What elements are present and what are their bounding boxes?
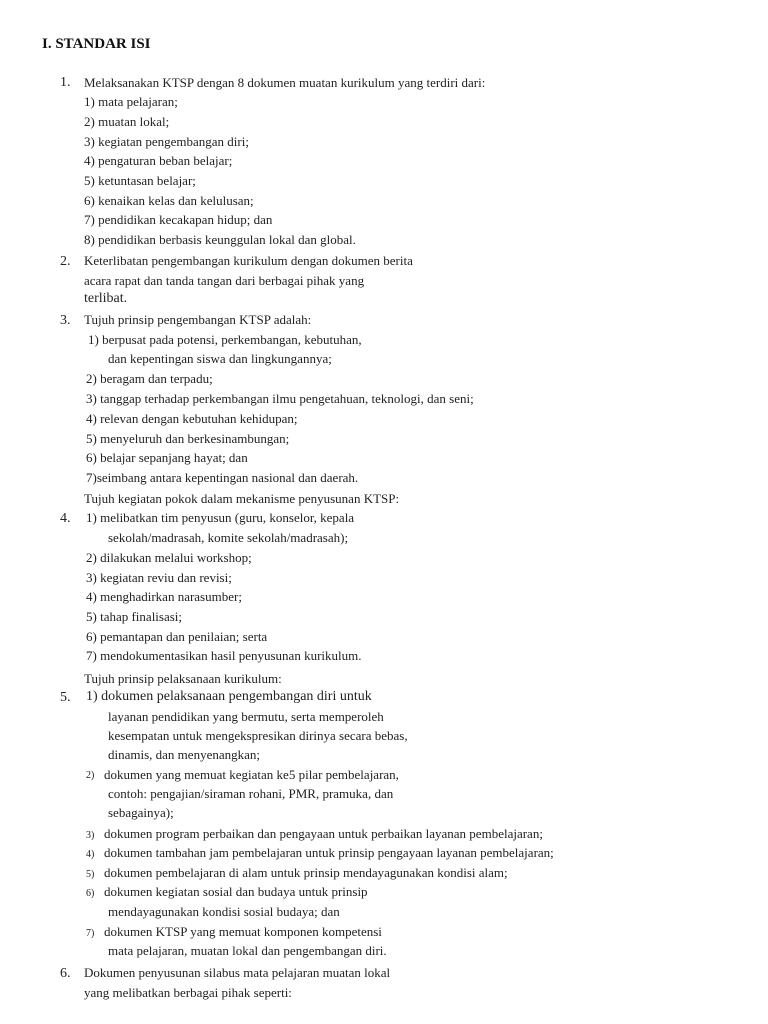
text-line: dokumen program perbaikan dan pengayaan untuk perbaikan layanan pembelajaran; [104,826,543,841]
text-line: 3) tanggap terhadap perkembangan ilmu pengetahuan, teknologi, dan seni; [86,391,474,406]
text-line: 6) kenaikan kelas dan kelulusan; [84,193,254,208]
text-line: 4) [86,849,95,860]
text-line: Keterlibatan pengembangan kurikulum dengan dokumen berita [84,253,413,268]
text-line: 3) kegiatan reviu dan revisi; [86,570,232,585]
text-line: 1) berpusat pada potensi, perkembangan, kebutuhan, [88,332,362,347]
text-line: dinamis, dan menyenangkan; [108,747,260,762]
text-line: Tujuh kegiatan pokok dalam mekanisme penyusunan KTSP: [84,491,400,506]
text-line: dokumen tambahan jam pembelajaran untuk prinsip pengayaan layanan pembelajaran; [104,845,554,860]
text-line: 1) dokumen pelaksanaan pengembangan diri untuk [86,689,372,704]
text-line: 5) menyeluruh dan berkesinambungan; [86,431,290,446]
text-line: 4) menghadirkan narasumber; [86,589,242,604]
text-line: 2) muatan lokal; [84,114,170,129]
text-line: 3. [60,313,71,328]
text-line: mata pelajaran, muatan lokal dan pengembangan diri. [108,943,387,958]
text-line: 4. [60,511,71,526]
text-line: 1. [60,75,71,90]
text-line: dokumen KTSP yang memuat komponen kompetensi [104,924,382,939]
text-line: Melaksanakan KTSP dengan 8 dokumen muatan kurikulum yang terdiri dari: [84,75,486,90]
text-line: 4) pengaturan beban belajar; [84,153,233,168]
text-line: dan kepentingan siswa dan lingkungannya; [108,351,332,366]
text-line: 7) [86,928,95,939]
text-line: mendayagunakan kondisi sosial budaya; dan [108,904,340,919]
text-line: 2) beragam dan terpadu; [86,371,213,386]
text-line: dokumen yang memuat kegiatan ke5 pilar pembelajaran, [104,767,399,782]
text-line: sekolah/madrasah, komite sekolah/madrasah); [108,530,349,545]
text-line: sebagainya); [108,805,174,820]
text-line: 7)seimbang antara kepentingan nasional dan daerah. [86,470,359,485]
text-line: 1) mata pelajaran; [84,94,178,109]
text-line: 3) kegiatan pengembangan diri; [84,134,249,149]
text-line: 7) pendidikan kecakapan hidup; dan [84,212,273,227]
text-line: 7) mendokumentasikan hasil penyusunan kurikulum. [86,648,362,663]
text-line: kesempatan untuk mengekspresikan dirinya secara bebas, [108,728,408,743]
text-line: 1) melibatkan tim penyusun (guru, konselor, kepala [86,510,355,525]
text-line: acara rapat dan tanda tangan dari berbagai pihak yang [84,273,365,288]
text-line: 5) tahap finalisasi; [86,609,183,624]
text-line: 2) [86,770,95,781]
text-line: 4) relevan dengan kebutuhan kehidupan; [86,411,298,426]
text-line: terlibat. [84,291,128,306]
text-line: 3) [86,830,95,841]
text-line: 2. [60,254,71,269]
text-line: 6. [60,966,71,981]
text-line: dokumen pembelajaran di alam untuk prinsip mendayagunakan kondisi alam; [104,865,508,880]
text-line: 6) [86,888,95,899]
text-line: contoh: pengajian/siraman rohani, PMR, pramuka, dan [108,786,394,801]
section-title: I. STANDAR ISI [42,36,151,52]
text-line: Tujuh prinsip pengembangan KTSP adalah: [84,312,312,327]
text-line: Tujuh prinsip pelaksanaan kurikulum: [84,671,282,686]
text-line: 6) pemantapan dan penilaian; serta [86,629,268,644]
text-line: Dokumen penyusunan silabus mata pelajaran muatan lokal [84,965,391,980]
text-line: 5) [86,869,95,880]
text-line: yang melibatkan berbagai pihak seperti: [84,985,292,1000]
text-line: layanan pendidikan yang bermutu, serta memperoleh [108,709,384,724]
text-line: 5. [60,690,71,705]
text-line: 8) pendidikan berbasis keunggulan lokal dan global. [84,232,356,247]
text-line: 5) ketuntasan belajar; [84,173,196,188]
text-line: 2) dilakukan melalui workshop; [86,550,252,565]
text-line: dokumen kegiatan sosial dan budaya untuk prinsip [104,884,368,899]
text-line: 6) belajar sepanjang hayat; dan [86,450,248,465]
